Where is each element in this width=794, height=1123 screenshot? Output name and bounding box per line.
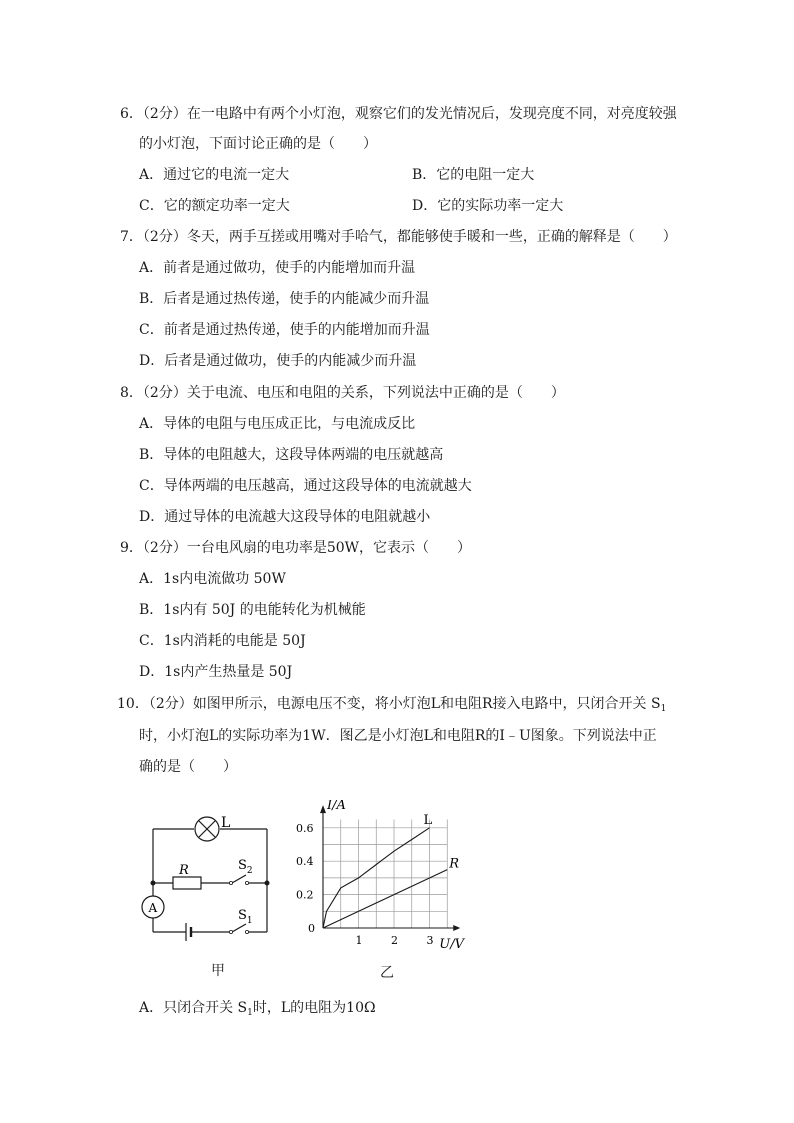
x-axis-label: U/V [439, 937, 464, 952]
y-tick-label: 0.6 [296, 821, 314, 835]
x-axis-arrow [453, 925, 460, 931]
q9-option-d[interactable]: D．1s内产生热量是 50J [139, 664, 293, 680]
x-tick-label: 3 [426, 934, 434, 947]
series-label-L: L [423, 812, 433, 828]
q7-option-c[interactable]: C．前者是通过热传递，使手的内能增加而升温 [139, 322, 430, 338]
q9-option-c[interactable]: C．1s内消耗的电能是 50J [139, 633, 306, 649]
ammeter-label: A [148, 901, 158, 915]
q10-option-a-tail: 时，L的电阻为10Ω [252, 1000, 376, 1016]
q6-option-b[interactable]: B．它的电阻一定大 [412, 167, 535, 183]
series-line-R [323, 870, 447, 928]
q7-line1: 7．（2分）冬天，两手互搓或用嘴对手哈气，都能够使手暖和一些，正确的解释是（ ） [120, 229, 677, 245]
x-tick-label: 2 [391, 934, 398, 947]
x-tick-label: 1 [355, 934, 363, 947]
switch1-icon [232, 924, 246, 932]
switch2-letter: S [238, 858, 247, 873]
q8-option-a[interactable]: A．导体的电阻与电压成正比，与电流成反比 [139, 416, 416, 432]
q8-option-d[interactable]: D．通过导体的电流越大这段导体的电阻就越小 [139, 509, 431, 525]
y-axis-arrow [320, 805, 326, 813]
q10-option-a-sub: 1 [247, 1008, 253, 1018]
iu-graph [290, 800, 470, 960]
q10-line1-text: 10．（2分）如图甲所示，电源电压不变，将小灯泡L和电阻R接入电路中，只闭合开关 S [117, 696, 661, 712]
q8-line1: 8．（2分）关于电流、电压和电阻的关系，下列说法中正确的是（ ） [120, 385, 565, 401]
y-axis-label: I/A [327, 800, 346, 814]
q8-option-b[interactable]: B．导体的电阻越大，这段导体两端的电压就越高 [139, 447, 444, 463]
q10-line1-sub: 1 [660, 704, 667, 714]
q8-option-c[interactable]: C．导体两端的电压越高，通过这段导体的电流就越大 [139, 478, 472, 494]
y-tick-label: 0.2 [296, 888, 314, 902]
q7-option-b[interactable]: B．后者是通过热传递，使手的内能减少而升温 [139, 291, 430, 307]
q10-option-a[interactable] [139, 998, 376, 1023]
q9-line1: 9．（2分）一台电风扇的电功率是50W，它表示（ ） [120, 540, 472, 556]
series-label-R: R [449, 856, 460, 872]
switch2-sub: 2 [246, 866, 253, 876]
graph-caption: 乙 [380, 965, 394, 981]
resistor-label: R [179, 863, 189, 878]
switch2-icon [232, 875, 246, 883]
q9-option-a[interactable]: A．1s内电流做功 50W [139, 571, 286, 587]
y-tick-label: 0.4 [296, 855, 314, 869]
q10-line1 [117, 694, 666, 719]
switch2-label [238, 858, 253, 876]
q7-option-d[interactable]: D．后者是通过做功，使手的内能减少而升温 [139, 353, 417, 369]
q9-option-b[interactable]: B．1s内有 50J 的电能转化为机械能 [139, 602, 366, 618]
switch1-label [238, 908, 253, 926]
lamp-label: L [221, 815, 231, 831]
origin-label: 0 [308, 922, 315, 935]
q6-option-c[interactable]: C．它的额定功率一定大 [139, 198, 290, 214]
resistor-icon [173, 877, 201, 889]
circuit-diagram [130, 805, 290, 950]
circuit-caption: 甲 [211, 963, 225, 979]
switch1-sub: 1 [246, 916, 253, 926]
q7-option-a[interactable]: A．前者是通过做功，使手的内能增加而升温 [139, 260, 416, 276]
q6-option-a[interactable]: A．通过它的电流一定大 [139, 167, 290, 183]
q10-line3: 确的是（ ） [139, 759, 237, 775]
q10-option-a-text: A．只闭合开关 S [139, 1000, 248, 1016]
switch1-letter: S [238, 908, 247, 923]
q10-line2: 时，小灯泡L的实际功率为1W．图乙是小灯泡L和电阻R的I﹣U图象。下列说法中正 [139, 728, 657, 744]
q6-option-d[interactable]: D．它的实际功率一定大 [412, 198, 564, 214]
q6-line1: 6．（2分）在一电路中有两个小灯泡，观察它们的发光情况后，发现亮度不同，对亮度较强 [120, 106, 677, 122]
q6-line2: 的小灯泡，下面讨论正确的是（ ） [139, 136, 377, 152]
